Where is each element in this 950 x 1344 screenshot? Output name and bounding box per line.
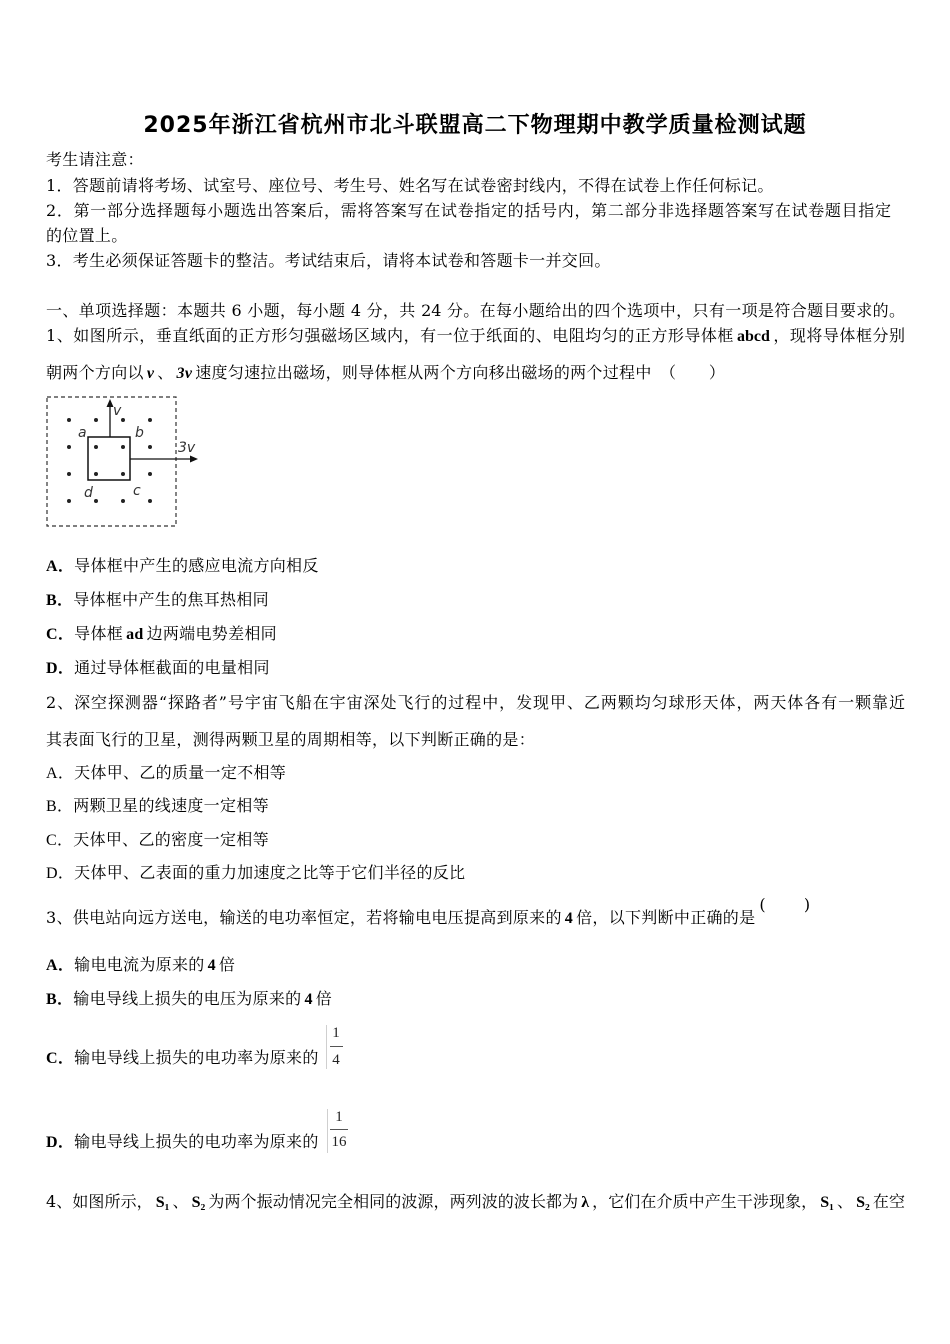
q4-wavelength: λ bbox=[581, 1194, 590, 1211]
q1-stem-text: 1、如图所示，垂直纸面的正方形匀强磁场区域内，有一位于纸面的、电阻均匀的正方形导体框 bbox=[46, 326, 734, 345]
fraction-numerator: 1 bbox=[335, 1109, 343, 1125]
q3-option-d-fraction bbox=[327, 1109, 350, 1153]
q3-option-c-fraction bbox=[326, 1025, 345, 1069]
option-letter: B． bbox=[46, 592, 74, 609]
q4-stem-text: ，它们在介质中产生干涉现象， bbox=[592, 1192, 818, 1211]
fraction-denominator: 4 bbox=[332, 1052, 340, 1068]
notice-item-3: 3．考生必须保证答题卡的整洁。考试结束后，请将本试卷和答题卡一并交回。 bbox=[46, 251, 611, 270]
q1-stem-line-1 bbox=[46, 326, 905, 347]
q2-stem-line-2: 其表面飞行的卫星，测得两颗卫星的周期相等，以下判断正确的是： bbox=[46, 730, 536, 749]
q1-stem-line-2 bbox=[46, 363, 725, 384]
field-dot bbox=[94, 418, 98, 422]
option-letter: B． bbox=[46, 798, 74, 815]
q1-option-c bbox=[46, 624, 277, 645]
option-letter: C． bbox=[46, 832, 74, 849]
option-letter: D． bbox=[46, 660, 75, 677]
q4-source-s1: S₁ bbox=[820, 1194, 834, 1211]
label-b: b bbox=[135, 425, 144, 441]
option-text: 天体甲、乙的密度一定相等 bbox=[73, 830, 269, 849]
q3-option-d bbox=[46, 1132, 319, 1153]
notice-item-2-line-2: 的位置上。 bbox=[46, 226, 128, 245]
q4-stem-text: 4、如图所示， bbox=[46, 1192, 153, 1211]
option-letter: D． bbox=[46, 865, 75, 882]
option-letter: C． bbox=[46, 1050, 75, 1067]
page-title: 2025年浙江省杭州市北斗联盟高二下物理期中教学质量检测试题 bbox=[143, 113, 807, 138]
option-letter: A． bbox=[46, 957, 75, 974]
field-dot bbox=[121, 445, 125, 449]
option-letter: A． bbox=[46, 558, 75, 575]
fraction-denominator: 16 bbox=[331, 1134, 347, 1150]
field-dot bbox=[121, 418, 125, 422]
option-factor: 4 bbox=[207, 957, 216, 974]
option-text: 导体框 bbox=[74, 624, 124, 643]
q2-option-b bbox=[46, 796, 269, 817]
option-text: 通过导体框截面的电量相同 bbox=[74, 658, 270, 677]
option-factor: 4 bbox=[304, 991, 313, 1008]
right-arrow-head-icon bbox=[190, 456, 198, 463]
section-heading: 一、单项选择题：本题共 6 小题，每小题 4 分，共 24 分。在每小题给出的四个选项中，只有一项是符合题目要求的。 bbox=[46, 301, 905, 320]
q2-stem-line-1: 2、深空探测器“探路者”号宇宙飞船在宇宙深处飞行的过程中，发现甲、乙两颗均匀球形天体，两天体各有一颗靠近 bbox=[46, 693, 905, 712]
q1-velocity-3v: 3v bbox=[176, 365, 193, 382]
notice-heading: 考生请注意： bbox=[46, 150, 144, 169]
q3-answer-bracket: ( ) bbox=[759, 895, 811, 914]
field-dot bbox=[67, 499, 71, 503]
q2-option-d bbox=[46, 863, 465, 884]
q3-stem bbox=[46, 895, 811, 929]
q1-option-b bbox=[46, 590, 269, 611]
q2-option-a bbox=[46, 763, 286, 784]
label-d: d bbox=[84, 485, 93, 501]
notice-item-2-line-1: 2．第一部分选择题每小题选出答案后，需将答案写在试卷指定的括号内，第二部分非选择题答案写在试卷题目指定 bbox=[46, 201, 891, 220]
field-dot bbox=[67, 445, 71, 449]
option-letter: A． bbox=[46, 765, 75, 782]
label-up-velocity: v bbox=[113, 403, 122, 419]
label-c: c bbox=[133, 483, 141, 499]
option-text: 天体甲、乙表面的重力加速度之比等于它们半径的反比 bbox=[74, 863, 466, 882]
option-side-name: ad bbox=[126, 626, 144, 643]
q1-velocity-v: v bbox=[146, 365, 155, 382]
q4-stem-text: 在空 bbox=[872, 1192, 905, 1211]
q1-stem-text: 速度匀速拉出磁场，则导体框从两个方向移出磁场的两个过程中 bbox=[195, 363, 652, 382]
option-text: 倍 bbox=[218, 955, 236, 974]
q2-option-c bbox=[46, 830, 269, 851]
option-text: 输电导线上损失的电功率为原来的 bbox=[74, 1048, 319, 1067]
option-letter: B． bbox=[46, 991, 74, 1008]
option-text: 导体框中产生的焦耳热相同 bbox=[73, 590, 269, 609]
q4-source-s2: S₂ bbox=[856, 1194, 870, 1211]
q1-stem-text: ，现将导体框分别 bbox=[772, 326, 905, 345]
field-dot bbox=[94, 499, 98, 503]
fraction-bar bbox=[330, 1129, 348, 1130]
field-dot bbox=[67, 472, 71, 476]
field-dot bbox=[148, 472, 152, 476]
option-text: 输电电流为原来的 bbox=[74, 955, 205, 974]
q3-stem-text: 3、供电站向远方送电，输送的电功率恒定，若将输电电压提高到原来的 bbox=[46, 908, 562, 927]
q3-factor: 4 bbox=[564, 910, 574, 927]
label-a: a bbox=[78, 425, 87, 441]
q4-stem-text: 为两个振动情况完全相同的波源，两列波的波长都为 bbox=[208, 1192, 579, 1211]
field-boundary bbox=[47, 397, 176, 526]
q1-option-d bbox=[46, 658, 270, 679]
option-text: 输电导线上损失的电功率为原来的 bbox=[74, 1132, 319, 1151]
field-dot bbox=[121, 472, 125, 476]
field-dot bbox=[94, 472, 98, 476]
field-dot bbox=[148, 499, 152, 503]
q3-option-a bbox=[46, 955, 235, 976]
q4-source-s2: S₂ bbox=[191, 1194, 206, 1211]
q4-stem-text: 、 bbox=[836, 1192, 854, 1211]
option-text: 两颗卫星的线速度一定相等 bbox=[73, 796, 269, 815]
field-dot bbox=[121, 499, 125, 503]
field-dot bbox=[148, 445, 152, 449]
field-dot bbox=[67, 418, 71, 422]
option-letter: D． bbox=[46, 1134, 75, 1151]
option-text: 天体甲、乙的质量一定不相等 bbox=[74, 763, 287, 782]
q1-stem-text: 、 bbox=[157, 363, 174, 382]
field-dot bbox=[94, 445, 98, 449]
option-text: 导体框中产生的感应电流方向相反 bbox=[74, 556, 319, 575]
q4-source-s1: S₁ bbox=[155, 1194, 170, 1211]
q1-option-a bbox=[46, 556, 319, 577]
option-letter: C． bbox=[46, 626, 75, 643]
q3-option-b bbox=[46, 989, 332, 1010]
option-text: 倍 bbox=[315, 989, 333, 1008]
option-text: 边两端电势差相同 bbox=[146, 624, 277, 643]
label-right-velocity: 3v bbox=[178, 440, 196, 456]
q3-stem-text: 倍，以下判断中正确的是 bbox=[576, 908, 756, 927]
q3-option-c bbox=[46, 1048, 319, 1069]
fraction-numerator: 1 bbox=[332, 1025, 340, 1041]
q4-stem-text: 、 bbox=[172, 1192, 189, 1211]
q1-frame-name: abcd bbox=[736, 328, 770, 345]
q1-magnetic-field-figure bbox=[40, 390, 210, 535]
fraction-bar bbox=[330, 1046, 343, 1047]
q1-stem-text: 朝两个方向以 bbox=[46, 363, 144, 382]
q1-answer-bracket: （ ） bbox=[651, 363, 726, 382]
notice-item-1: 1．答题前请将考场、试室号、座位号、考生号、姓名写在试卷密封线内，不得在试卷上作任何标记。 bbox=[46, 176, 774, 195]
q4-stem-line-1 bbox=[46, 1192, 905, 1213]
option-text: 输电导线上损失的电压为原来的 bbox=[73, 989, 302, 1008]
field-dot bbox=[148, 418, 152, 422]
